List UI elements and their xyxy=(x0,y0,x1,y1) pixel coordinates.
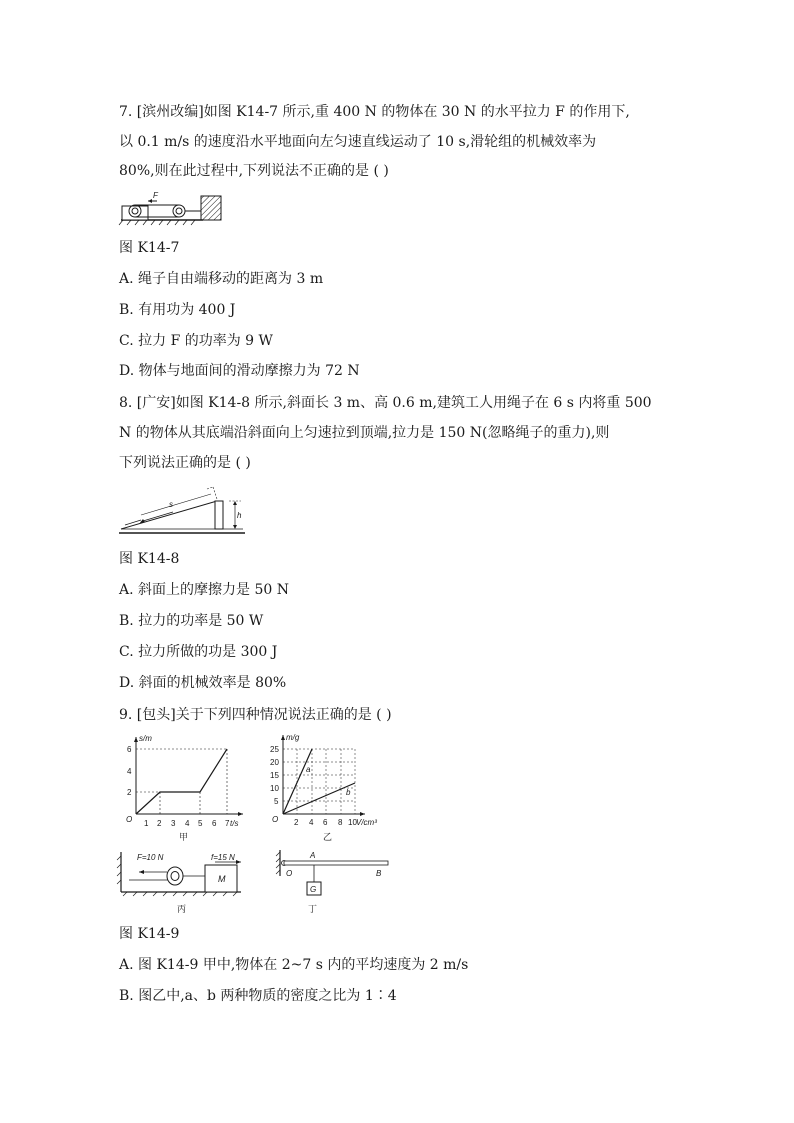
q7-stem-line2: 以 0.1 m/s 的速度沿水平地面向左匀速直线运动了 10 s,滑轮组的机械效率为 xyxy=(119,134,597,150)
q7-option-c: C. 拉力 F 的功率为 9 W xyxy=(119,333,273,349)
yi-line-a-label: a xyxy=(306,765,311,774)
q9-caption: 图 K14-9 xyxy=(119,926,180,942)
yi-xtick-4: 4 xyxy=(309,818,314,827)
q8-stem-line2: N 的物体从其底端沿斜面向上匀速拉到顶端,拉力是 150 N(忽略绳子的重力),则 xyxy=(119,425,610,441)
jia-xtick-5: 5 xyxy=(198,819,203,828)
jia-origin: O xyxy=(126,815,133,824)
ding-pivot-o: O xyxy=(286,869,293,878)
figure-bing-pulley xyxy=(119,848,249,916)
ding-point-a: A xyxy=(310,851,316,860)
q7-option-a: A. 绳子自由端移动的距离为 3 m xyxy=(119,271,324,287)
q9-option-a: A. 图 K14-9 甲中,物体在 2~7 s 内的平均速度为 2 m/s xyxy=(119,957,469,973)
bing-friction-label: f=15 N xyxy=(211,853,235,862)
bing-name: 丙 xyxy=(177,904,187,914)
q7-caption: 图 K14-7 xyxy=(119,240,180,256)
q8-stem-line1: 8. [广安]如图 K14-8 所示,斜面长 3 m、高 0.6 m,建筑工人用绳子在 6 s 内将重 500 xyxy=(119,395,652,411)
bing-f-label: F=10 N xyxy=(137,853,164,862)
ding-weight-g: G xyxy=(310,885,317,894)
q8-caption: 图 K14-8 xyxy=(119,551,180,567)
yi-ytick-10: 10 xyxy=(270,784,279,793)
ding-name: 丁 xyxy=(308,904,318,914)
q8-option-b: B. 拉力的功率是 50 W xyxy=(119,613,264,629)
yi-ytick-5: 5 xyxy=(274,797,279,806)
q8-figure-label-s: s xyxy=(169,500,173,509)
q7-stem-line3: 80%,则在此过程中,下列说法不正确的是 ( ) xyxy=(119,163,389,179)
q8-option-c: C. 拉力所做的功是 300 J xyxy=(119,644,278,660)
yi-x-label: V/cm³ xyxy=(356,818,377,827)
jia-ytick-2: 2 xyxy=(127,788,132,797)
figure-ding-lever xyxy=(270,848,400,918)
yi-origin: O xyxy=(272,815,279,824)
jia-x-label: t/s xyxy=(230,819,239,828)
figure-jia-s-t-graph xyxy=(119,732,249,844)
jia-xtick-2: 2 xyxy=(157,819,162,828)
q8-option-d: D. 斜面的机械效率是 80% xyxy=(119,675,287,691)
figure-yi-m-v-graph xyxy=(268,732,408,844)
q8-figure-label-h: h xyxy=(237,511,242,520)
q9-option-b: B. 图乙中,a、b 两种物质的密度之比为 1∶4 xyxy=(119,988,397,1004)
yi-ytick-25: 25 xyxy=(270,745,279,754)
yi-xtick-2: 2 xyxy=(294,818,299,827)
figure-k14-8 xyxy=(119,485,249,537)
jia-xtick-1: 1 xyxy=(144,819,149,828)
figure-k14-7 xyxy=(119,190,225,226)
q7-option-b: B. 有用功为 400 J xyxy=(119,302,236,318)
yi-name: 乙 xyxy=(323,832,333,842)
q7-stem-line1: 7. [滨州改编]如图 K14-7 所示,重 400 N 的物体在 30 N 的水平拉力 F 的作用下, xyxy=(119,104,630,120)
q7-option-d: D. 物体与地面间的滑动摩擦力为 72 N xyxy=(119,363,360,379)
jia-ytick-4: 4 xyxy=(127,767,132,776)
ding-point-b: B xyxy=(376,869,382,878)
yi-line-b-label: b xyxy=(346,788,351,797)
bing-block-m: M xyxy=(218,874,226,884)
jia-xtick-3: 3 xyxy=(171,819,176,828)
yi-xtick-6: 6 xyxy=(323,818,328,827)
yi-ytick-15: 15 xyxy=(270,771,279,780)
q8-stem-line3: 下列说法正确的是 ( ) xyxy=(119,455,251,471)
q8-option-a: A. 斜面上的摩擦力是 50 N xyxy=(119,582,289,598)
jia-name: 甲 xyxy=(179,832,189,842)
jia-ytick-6: 6 xyxy=(127,745,132,754)
jia-xtick-4: 4 xyxy=(185,819,190,828)
yi-ytick-20: 20 xyxy=(270,758,279,767)
jia-y-label: s/m xyxy=(139,734,152,743)
jia-xtick-7: 7 xyxy=(225,819,230,828)
yi-y-label: m/g xyxy=(286,733,300,742)
q7-figure-label-f: F xyxy=(153,191,158,200)
q9-stem: 9. [包头]关于下列四种情况说法正确的是 ( ) xyxy=(119,707,392,723)
jia-xtick-6: 6 xyxy=(212,819,217,828)
yi-xtick-8: 8 xyxy=(338,818,343,827)
yi-xtick-10: 10 xyxy=(348,818,357,827)
